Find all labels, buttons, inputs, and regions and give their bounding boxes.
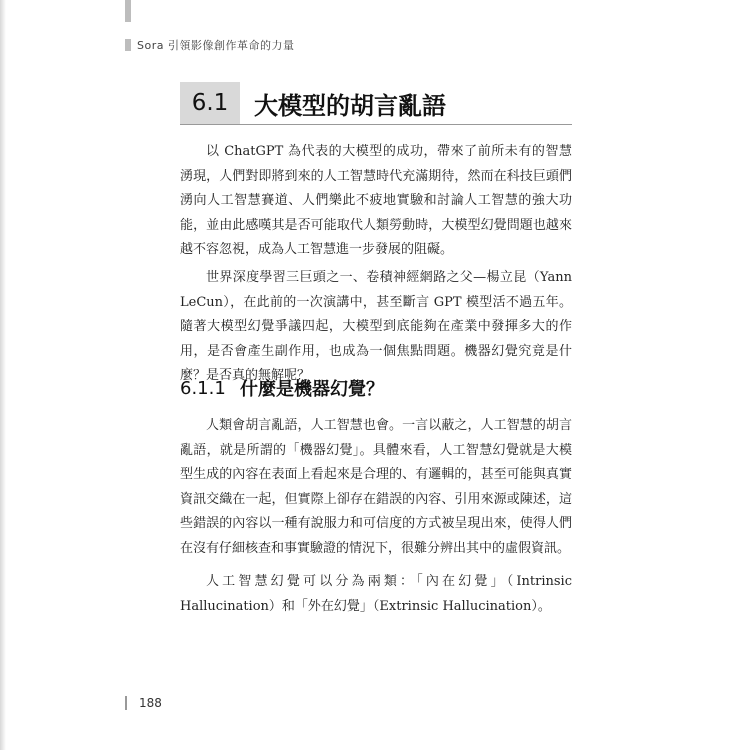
top-tab-marker bbox=[125, 0, 131, 22]
paragraph-3: 人類會胡言亂語，人工智慧也會。一言以蔽之，人工智慧的胡言亂語，就是所謂的「機器幻覺」。具體來看，人工智慧幻覺就是大模型生成的內容在表面上看起來是合理的、有邏輯的，甚至可能與真實資訊交織在一起，但實際上卻存在錯誤的內容、引用來源或陳述，這些錯誤的內容以一種有說服力和可信度的方式被呈現出來，使得人們在沒有仔細核查和事實驗證的情況下，很難分辨出其中的虛假資訊。 bbox=[180, 418, 572, 556]
section-heading bbox=[180, 82, 572, 125]
page-number: 188 bbox=[139, 696, 162, 710]
paragraph-4: 人工智慧幻覺可以分為兩類：「內在幻覺」（Intrinsic Hallucination）和「外在幻覺」（Extrinsic Hallucination）。 bbox=[180, 574, 572, 614]
subsection-number: 6.1.1 bbox=[180, 377, 226, 399]
section-title: 大模型的胡言亂語 bbox=[254, 91, 446, 120]
header-marker bbox=[125, 39, 131, 51]
footer-marker bbox=[125, 696, 127, 710]
running-header bbox=[125, 38, 294, 52]
page-footer bbox=[125, 695, 162, 711]
page-edge-shadow bbox=[0, 0, 6, 750]
paragraph-2: 世界深度學習三巨頭之一、卷積神經網路之父—楊立昆（Yann LeCun），在此前的一次演講中，甚至斷言 GPT 模型活不過五年。隨著大模型幻覺爭議四起，大模型到底能夠在產業中發揮多大的作用，是否會產生副作用，也成為一個焦點問題。機器幻覺究竟是什麼？是否真的無解呢？ bbox=[180, 270, 572, 383]
book-title: Sora 引領影像創作革命的力量 bbox=[137, 39, 295, 52]
paragraph-1: 以 ChatGPT 為代表的大模型的成功，帶來了前所未有的智慧湧現，人們對即將到來的人工智慧時代充滿期待，然而在科技巨頭們湧向人工智慧賽道、人們樂此不疲地實驗和討論人工智慧的強大功能，並由此感嘆其是否可能取代人類勞動時，大模型幻覺問題也越來越不容忽視，成為人工智慧進一步發展的阻礙。 bbox=[180, 144, 572, 257]
subsection-heading bbox=[180, 372, 572, 404]
subsection-title: 什麼是機器幻覺？ bbox=[240, 379, 384, 400]
section-number: 6.1 bbox=[180, 82, 240, 124]
